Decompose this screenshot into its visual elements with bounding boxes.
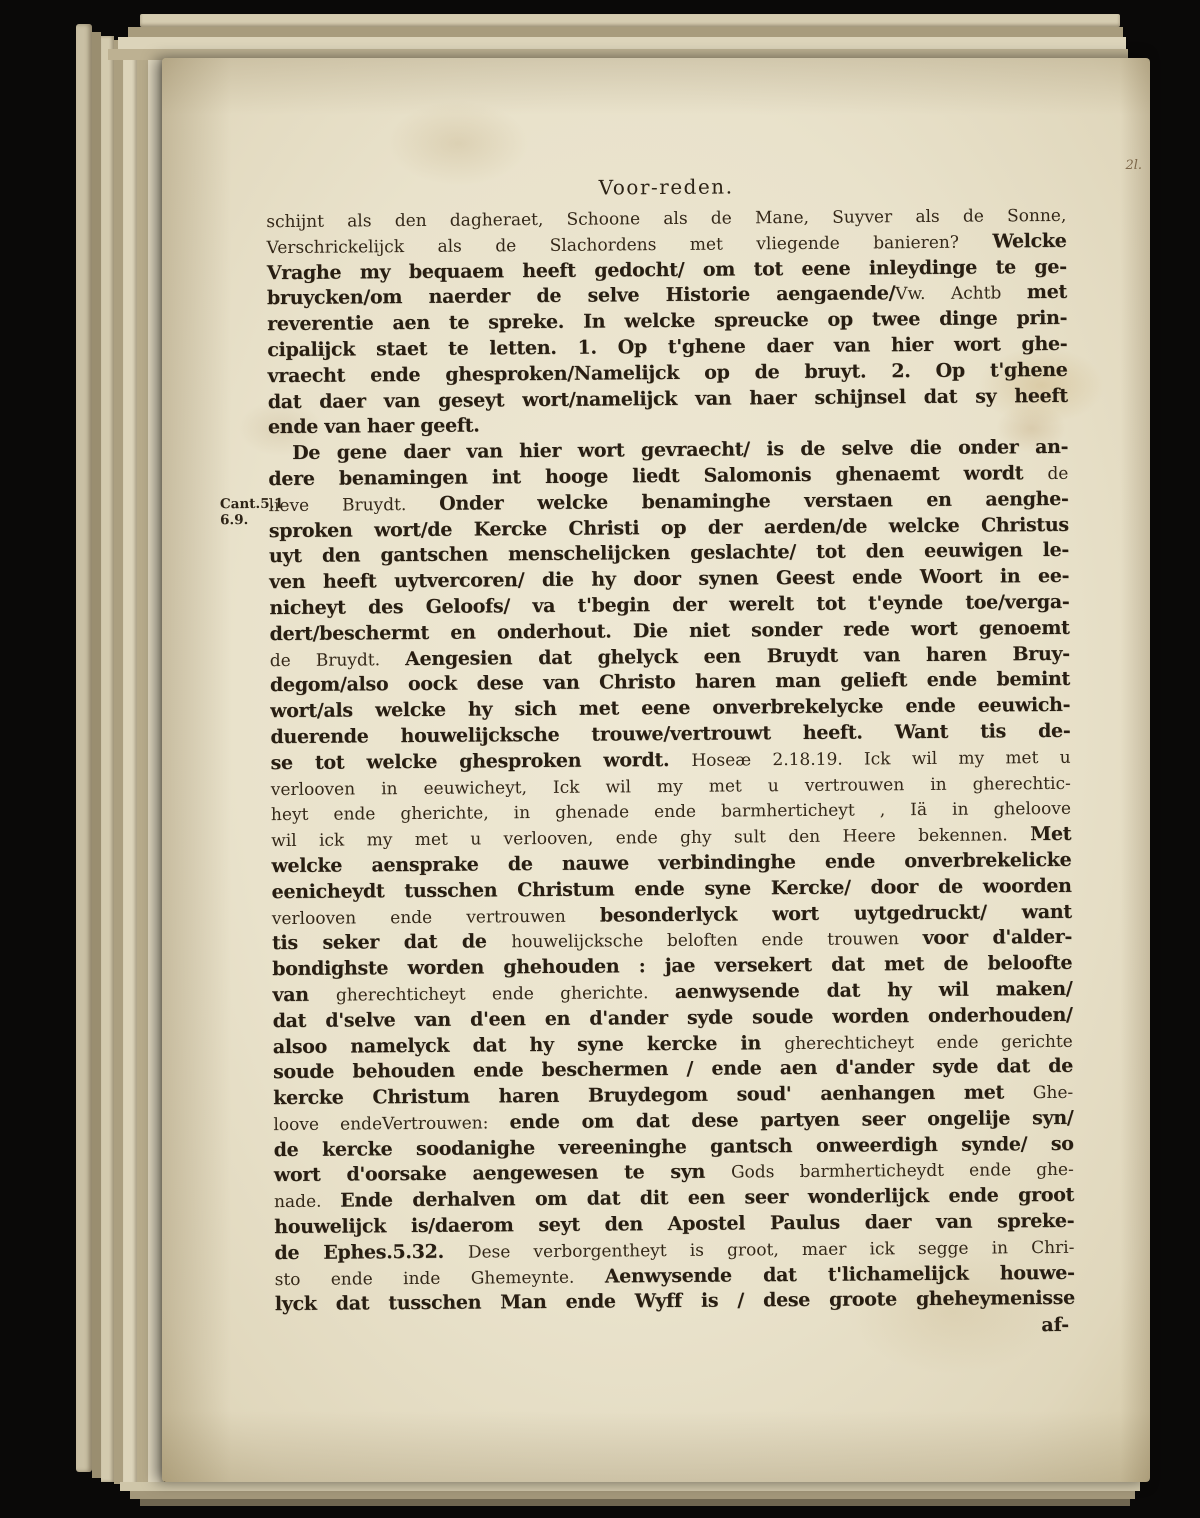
blackletter-text: dert/beschermt en onderhout. Die niet sonder rede wort genoemt <box>269 616 1070 645</box>
roman-text: gherechticheyt ende gerichte <box>784 1031 1073 1054</box>
roman-text: Vw. Achtb <box>895 283 1027 305</box>
blackletter-text: met <box>1026 281 1068 304</box>
roman-text: verlooven in eeuwicheyt, Ick wil my met u vertrouwen in gherechtic- <box>270 773 1071 800</box>
blackletter-text: alsoo namelyck dat hy syne kercke in <box>272 1031 785 1058</box>
page-edge-strip <box>76 24 92 1472</box>
blackletter-text: aenwysende dat hy wil maken/ <box>674 977 1073 1003</box>
text-line <box>275 1286 1075 1318</box>
blackletter-text: De gene daer van hier wort gevraecht/ is de selve die onder an- <box>292 436 1069 465</box>
page-edge-strip <box>114 40 123 1484</box>
blackletter-text: tis seker dat de <box>271 930 512 955</box>
blackletter-text: voor d'alder- <box>922 926 1073 950</box>
catchword: af- <box>1041 1314 1070 1337</box>
blackletter-text: ende van haer geeft. <box>267 414 480 439</box>
blackletter-text: Aengesien dat ghelyck een Bruydt van haren Bruy- <box>405 642 1070 670</box>
page-edge-strip <box>92 32 101 1478</box>
roman-text: Dese verborgentheyt is groot, maer ick segge in Chri- <box>467 1237 1075 1263</box>
blackletter-text: Onder welcke benaminghe verstaen en aenghe- <box>439 487 1069 515</box>
page-edge-strip <box>118 37 1126 49</box>
roman-text: nade. <box>273 1191 341 1213</box>
blackletter-text: dere benamingen int hooge liedt Salomonis ghenaemt wordt <box>268 461 1048 491</box>
blackletter-text: welcke aensprake de nauwe verbindinghe ende onverbrekelicke <box>271 848 1072 878</box>
page-edge-strip <box>120 1482 1140 1491</box>
page-title: Voor-reden. <box>598 174 734 200</box>
roman-text: gherechticheyt ende gherichte. <box>335 982 675 1006</box>
roman-text: sto ende inde Ghemeynte. <box>274 1267 605 1290</box>
page-edge-strip <box>101 36 114 1482</box>
page-edge-strip <box>137 48 148 1488</box>
blackletter-text: bondighste worden ghehouden : jae versekert dat met de beloofte <box>272 951 1073 981</box>
page-edge-strip <box>130 1491 1135 1499</box>
roman-text: Gods barmherticheydt ende ghe- <box>730 1160 1074 1184</box>
blackletter-text: eenicheydt tusschen Christum ende syne Kercke/ door de woorden <box>271 874 1072 903</box>
blackletter-text: degom/also oock dese van Christo haren man gelieft ende bemint <box>269 668 1071 697</box>
roman-text: Verschrickelijck als de Slachordens met vliegende banieren? <box>266 232 993 258</box>
page-edge-strip <box>123 44 137 1486</box>
folio-annotation: 2l. <box>1125 158 1142 173</box>
blackletter-text: Aenwysende dat t'lichamelijck houwe- <box>604 1261 1075 1288</box>
roman-text: schijnt als den dagheraet, Schoone als de Mane, Suyver als de Sonne, <box>266 205 1067 233</box>
blackletter-text: kercke Christum haren Bruydegom soud' aenhangen met <box>273 1081 1033 1110</box>
blackletter-text: wort/als welcke hy sich met eene onverbrekelycke ende eeuwich- <box>270 693 1071 723</box>
roman-text: heyt ende gherichte, in ghenade ende barmherticheyt , Iä in gheloove <box>270 799 1072 826</box>
blackletter-text: ven heeft uytvercoren/ die hy door synen Geest ende Woort in ee- <box>269 565 1070 594</box>
blackletter-text: besonderlyck wort uytgedruckt/ want <box>599 900 1072 927</box>
roman-text: de <box>1047 463 1069 484</box>
blackletter-text: de kercke soodanighe vereeninghe gantsch onweerdigh synde/ so <box>273 1132 1074 1161</box>
blackletter-text: se tot welcke ghesproken wordt. <box>270 748 692 774</box>
roman-text: de Bruydt. <box>269 649 406 671</box>
page-edge-strip <box>140 14 1120 27</box>
blackletter-text: dat d'selve van d'een en d'ander syde soude worden onderhouden/ <box>272 1003 1073 1032</box>
blackletter-text: lyck dat tusschen Man ende Wyff is / dese groote gheheymenisse <box>274 1287 1075 1316</box>
roman-text: Hoseæ 2.18.19. Ick wil my met u <box>691 747 1071 771</box>
blackletter-text: nicheyt des Geloofs/ va t'begin der werelt tot t'eynde toe/verga- <box>269 590 1070 620</box>
blackletter-text: cipalijck staet te letten. 1. Op t'ghene daer van hier wort ghe- <box>267 332 1068 362</box>
blackletter-text: Welcke <box>992 229 1067 253</box>
blackletter-text: wort d'oorsake aengewesen te syn <box>273 1161 732 1187</box>
blackletter-text: bruycken/om naerder de selve Historie aengaende/ <box>266 282 896 310</box>
roman-text: wil ick my met u verlooven, ende ghy sult den Heere bekennen. <box>271 825 1031 852</box>
blackletter-text: Vraghe my bequaem heeft gedocht/ om tot eene inleydinge te ge- <box>266 255 1067 284</box>
roman-text: Ghe- <box>1032 1082 1074 1104</box>
roman-text: verlooven ende vertrouwen <box>271 906 600 929</box>
blackletter-text: houwelijck is/daerom seyt den Apostel Paulus daer van spreke- <box>274 1209 1075 1239</box>
blackletter-text: reverentie aen te spreke. In welcke spreucke op twee dinge prin- <box>267 307 1068 336</box>
margin-note-line: Cant.5.1 <box>219 495 284 513</box>
blackletter-text: soude behouden ende beschermen / ende aen d'ander syde dat de <box>272 1055 1074 1084</box>
blackletter-text: sproken wort/de Kercke Christi op der aerden/de welcke Christus <box>268 513 1069 542</box>
blackletter-text: van <box>272 983 337 1007</box>
blackletter-text: uyt den gantschen menschelijcken geslachte/ tot den eeuwigen le- <box>268 539 1070 568</box>
blackletter-text: duerende houwelijcksche trouwe/vertrouwt heeft. Want tis de- <box>270 719 1071 749</box>
text-block <box>266 171 1075 1343</box>
blackletter-text: dat daer van geseyt wort/namelijck van haer schijnsel dat sy heeft <box>267 384 1068 413</box>
blackletter-text: de Ephes.5.32. <box>274 1240 468 1264</box>
blackletter-text: Ende derhalven om dat dit een seer wonderlijck ende groot <box>340 1184 1075 1212</box>
blackletter-text: ende om dat dese partyen seer ongelije syn/ <box>509 1106 1074 1134</box>
blackletter-text: Met <box>1030 822 1072 846</box>
roman-text: loove endeVertrouwen: <box>273 1113 510 1136</box>
page-edge-strip <box>128 27 1123 37</box>
margin-note-line: 6.9. <box>220 512 249 529</box>
roman-text: houwelijcksche beloften ende trouwen <box>511 929 923 953</box>
page-edge-strip <box>140 1499 1130 1506</box>
roman-text: lieve Bruydt. <box>268 494 440 516</box>
blackletter-text: vraecht ende ghesproken/Namelijck op de bruyt. 2. Op t'ghene <box>267 358 1068 387</box>
book-page <box>162 58 1150 1482</box>
